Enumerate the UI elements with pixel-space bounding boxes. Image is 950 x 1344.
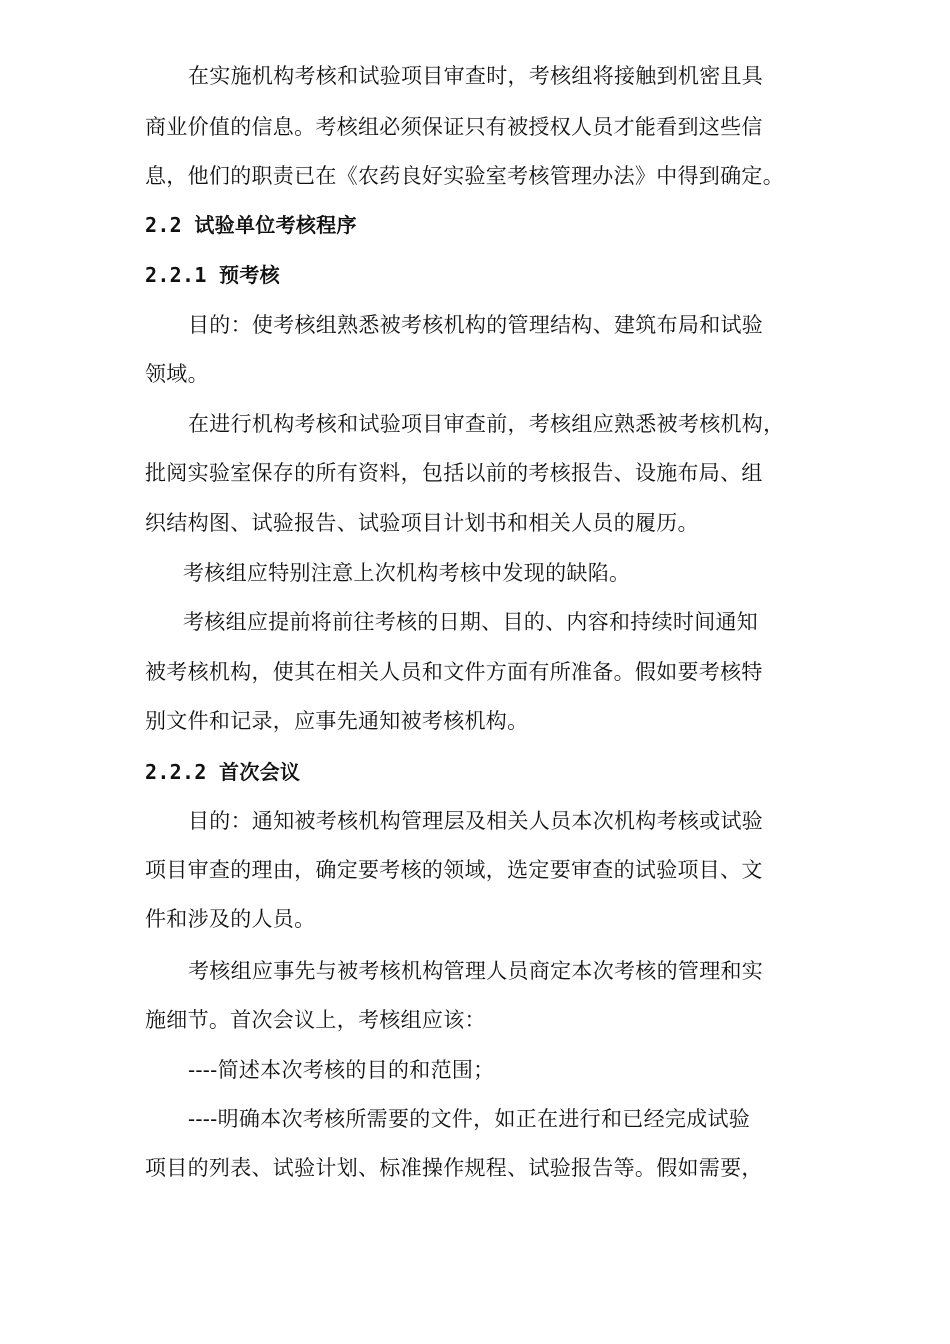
text-line: 别文件和记录，应事先通知被考核机构。	[145, 709, 529, 733]
text-line: 被考核机构，使其在相关人员和文件方面有所准备。假如要考核特	[145, 660, 763, 684]
text-line: 考核组应事先与被考核机构管理人员商定本次考核的管理和实	[188, 959, 764, 983]
list-item-text: ----明确本次考核所需要的文件，如正在进行和已经完成试验	[188, 1107, 751, 1131]
text-line: 项目审查的理由，确定要考核的领域，选定要审查的试验项目、文	[145, 858, 763, 882]
text-line: 项目的列表、试验计划、标准操作规程、试验报告等。假如需要，	[145, 1156, 763, 1180]
section-heading-2-2-1: 2.2.1 预考核	[145, 263, 280, 287]
text-line: 领域。	[145, 362, 209, 386]
text-line: 批阅实验室保存的所有资料，包括以前的考核报告、设施布局、组	[145, 461, 763, 485]
list-item-text: ----简述本次考核的目的和范围；	[188, 1058, 495, 1082]
section-heading-2-2-2: 2.2.2 首次会议	[145, 760, 301, 784]
text-line: 在进行机构考核和试验项目审查前，考核组应熟悉被考核机构，	[188, 412, 785, 436]
text-line: 件和涉及的人员。	[145, 907, 316, 931]
text-line: 考核组应提前将前往考核的日期、目的、内容和持续时间通知	[183, 610, 759, 634]
text-line: 目的：通知被考核机构管理层及相关人员本次机构考核或试验	[188, 809, 764, 833]
text-line: 目的：使考核组熟悉被考核机构的管理结构、建筑布局和试验	[188, 313, 764, 337]
text-line: 施细节。首次会议上，考核组应该：	[145, 1008, 486, 1032]
text-line: 织结构图、试验报告、试验项目计划书和相关人员的履历。	[145, 511, 699, 535]
text-line: 商业价值的信息。考核组必须保证只有被授权人员才能看到这些信	[145, 115, 763, 139]
section-heading-2-2: 2.2 试验单位考核程序	[145, 213, 357, 237]
text-line: 息，他们的职责已在《农药良好实验室考核管理办法》中得到确定。	[145, 164, 784, 188]
text-line: 在实施机构考核和试验项目审查时，考核组将接触到机密且具	[188, 64, 764, 88]
text-line: 考核组应特别注意上次机构考核中发现的缺陷。	[183, 561, 631, 585]
